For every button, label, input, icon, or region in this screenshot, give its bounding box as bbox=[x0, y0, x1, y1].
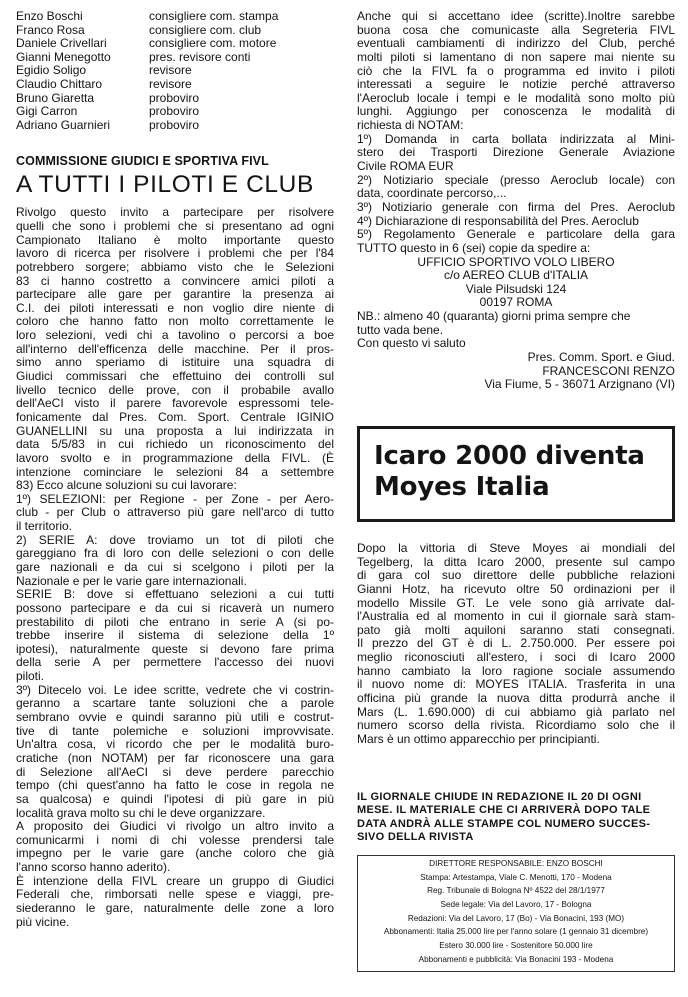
staff-row bbox=[16, 64, 334, 78]
body-line: potrebbero sorgere; abbiamo visto che le Selezioni bbox=[16, 259, 334, 274]
body-line: eventuali cambiamenti di indirizzo del Club, perché bbox=[357, 36, 675, 51]
address-line: Viale Pilsudski 124 bbox=[465, 281, 567, 296]
body-line: lavoro svolto e in programmazione della FIVL. (È bbox=[16, 450, 334, 465]
moyes-article-body bbox=[357, 542, 675, 747]
body-line: partecipare alle gare per garantire la presenza ai bbox=[16, 287, 334, 302]
body-line: l'anno scorso hanno aderito). bbox=[16, 860, 171, 875]
body-line: 3º) Notiziario generale con firma del Pres. Aeroclub bbox=[357, 199, 675, 214]
staff-name: Bruno Giaretta bbox=[16, 90, 95, 105]
body-line: possono partecipare e da cui si ricaverà un numero bbox=[16, 600, 334, 615]
signature-block bbox=[357, 351, 675, 392]
notice-line: DATA ANDRÀ ALLE STAMPE COL NUMERO SUCCES- bbox=[357, 817, 651, 830]
body-line: data 5/5/83 in cui richiedo un riconoscimento del bbox=[16, 437, 334, 452]
notice-line: IL GIORNALE CHIUDE IN REDAZIONE IL 20 DI OGNI bbox=[357, 790, 642, 803]
body-line: 2) SERIE A: dove troviamo un tot di piloti che bbox=[16, 532, 334, 547]
body-line: ciò che la FIVL fa o programma ed invito i piloti bbox=[357, 63, 675, 78]
staff-name: Claudio Chittaro bbox=[16, 76, 103, 91]
body-line: loro selezioni, vedi chi a tavolino o percorsi a boe bbox=[16, 328, 334, 343]
body-line: prestabilito di piloti che entrano in serie A (si po- bbox=[16, 614, 334, 629]
body-line: Gianni Hotz, ha ricevuto oltre 50 ordinazioni per il bbox=[357, 581, 675, 596]
body-line: pato già molti aquiloni saranno stati consegnati. bbox=[357, 622, 675, 637]
body-line: data, coordinate percorso,... bbox=[357, 186, 507, 201]
staff-role: consigliere com. stampa bbox=[149, 9, 279, 23]
body-line: numero scorso della rivista. Ricordiamo solo che il bbox=[357, 718, 675, 733]
body-line: simo anno speriamo di istituire una squadra di bbox=[16, 355, 334, 370]
staff-name: Gianni Menegotto bbox=[16, 49, 111, 64]
staff-name: Enzo Boschi bbox=[16, 9, 83, 23]
body-line: molti piloti si lamentano di non sapere mai niente su bbox=[357, 49, 675, 64]
article-continuation bbox=[357, 10, 675, 256]
masthead-line: Abbonamenti e pubblicità: Via Bonacini 193 - Modena bbox=[418, 954, 614, 964]
masthead-line: Stampa: Artestampa, Viale C. Menotti, 170 - Modena bbox=[420, 872, 612, 882]
body-line: tive di tante polemiche e soluzioni improvvisate. bbox=[16, 723, 334, 738]
signature-line: FRANCESCONI RENZO bbox=[542, 363, 675, 378]
body-line: l'Aeroclub locale i tempi e le modalità sono molto più bbox=[357, 90, 675, 105]
body-line: modello Missile GT. Le vele sono già arrivate dal- bbox=[357, 595, 675, 610]
staff-role: revisore bbox=[149, 63, 192, 78]
body-line: l'Australia ed al momento in cui il giornale sarà stam- bbox=[357, 609, 675, 624]
body-line: lunghi. Aggiungo per conoscenza le modalità di bbox=[357, 104, 675, 119]
staff-name: Egidio Soligo bbox=[16, 63, 87, 78]
masthead-line: Reg. Tribunale di Bologna Nº 4522 del 28/1/1977 bbox=[427, 886, 605, 896]
body-line: Federali che, rimborsati nelle spese e viaggi, pre- bbox=[16, 887, 334, 902]
article-headline: A TUTTI I PILOTI E CLUB bbox=[16, 171, 314, 199]
body-line: club - per Club o attraverso più gare nell'arco di tutto bbox=[16, 505, 334, 520]
masthead-box bbox=[357, 855, 675, 972]
body-line: A proposito dei Giudici vi rivolgo un altro invito a bbox=[16, 819, 334, 834]
body-line: Anche qui si accettano idee (scritte).Inoltre sarebbe bbox=[357, 9, 675, 23]
masthead-line: Abbonamenti: Italia 25.000 lire per l'anno solare (1 gennaio 31 dicembre) bbox=[383, 927, 649, 937]
article-body bbox=[16, 206, 334, 929]
address-line: UFFICIO SPORTIVO VOLO LIBERO bbox=[417, 254, 615, 269]
body-line: livello tecnico delle prove, con il probabile avallo bbox=[16, 382, 334, 397]
masthead-line: Sede legale: Via del Lavoro, 17 - Bologna bbox=[440, 900, 592, 910]
body-line: Un'altra cosa, vi ricordo che per le modalità buro- bbox=[16, 737, 334, 752]
body-line: di gara col suo direttore delle pubbliche relazioni bbox=[357, 568, 675, 583]
body-line: interessati a seguire le notizie perché attraverso bbox=[357, 77, 675, 92]
body-line: Tegelberg, la ditta Icaro 2000, presente sul campo bbox=[357, 554, 675, 569]
body-line: 83) Ecco alcune soluzioni su cui lavorare: bbox=[16, 478, 237, 493]
signature-line: Pres. Comm. Sport. e Giud. bbox=[527, 350, 675, 365]
staff-name: Gigi Carron bbox=[16, 104, 78, 119]
body-line: dell'AeCI visto il parere favorevole espressomi tele- bbox=[16, 396, 334, 411]
body-line: SERIE B: dove si effettuano selezioni a cui tutti bbox=[16, 587, 334, 602]
body-line: 2º) Notiziario speciale (presso Aeroclub locale) con bbox=[357, 172, 675, 187]
notice-line: MESE. IL MATERIALE CHE CI ARRIVERÀ DOPO TALE bbox=[357, 804, 651, 817]
body-line: 83 ci hanno costretto a convincere amici piloti a bbox=[16, 273, 334, 288]
staff-role: consigliere com. motore bbox=[149, 36, 277, 51]
body-line: cratiche (non NOTAM) per far riconoscere una gara bbox=[16, 750, 334, 765]
body-line: tempo (chi quest'anno ha fatto le cose in regola ne bbox=[16, 778, 334, 793]
body-line: il territorio. bbox=[16, 519, 73, 534]
staff-role: proboviro bbox=[149, 90, 200, 105]
body-line: meglio riconosciuti all'estero, i soci di Icaro 2000 bbox=[357, 650, 675, 665]
masthead-line: Estero 30.000 lire - Sostenitore 50.000 lire bbox=[439, 940, 593, 950]
address-line: 00197 ROMA bbox=[479, 295, 553, 310]
closing-note bbox=[357, 310, 675, 351]
body-line: sa qualcosa) e quindi l'ipotesi di più gare in più bbox=[16, 791, 334, 806]
staff-name: Daniele Crivellari bbox=[16, 36, 107, 51]
staff-role: proboviro bbox=[149, 104, 200, 119]
body-line: 4º) Dichiarazione di responsabilità del Pres. Aeroclub bbox=[357, 213, 639, 228]
body-line: Rivolgo questo invito a partecipare per risolvere bbox=[16, 205, 334, 220]
body-line: coloro che hanno fatto non molto correttamente le bbox=[16, 314, 334, 329]
body-line: richiesta di NOTAM: bbox=[357, 118, 464, 133]
staff-row bbox=[16, 105, 334, 119]
staff-list bbox=[16, 10, 334, 132]
body-line: gare nazionali e da cui si scelgono i piloti per la bbox=[16, 560, 334, 574]
body-line: lavoro di ricerca per risolvere i problemi che per l'84 bbox=[16, 246, 334, 261]
staff-role: revisore bbox=[149, 76, 192, 91]
body-line: piloti. bbox=[16, 669, 45, 684]
editorial-deadline-notice bbox=[357, 791, 675, 846]
body-line: 5º) Regolamento Generale e particolare della gara bbox=[357, 227, 675, 242]
box-title-line-1: Icaro 2000 diventa bbox=[374, 440, 645, 471]
staff-row bbox=[16, 24, 334, 38]
body-line: 1º) SELEZIONI: per Regione - per Zone - per Aero- bbox=[16, 491, 334, 506]
staff-role: pres. revisore conti bbox=[149, 49, 251, 64]
body-line: località grava molto su chi le deve organizzare. bbox=[16, 805, 266, 820]
body-line: impegno per le varie gare (anche coloro che già bbox=[16, 846, 334, 861]
masthead-line: Redazioni: Via del Lavoro, 17 (Bo) - Via Bonacini, 193 (MO) bbox=[407, 913, 625, 923]
signature-line: Via Fiume, 5 - 36071 Arzignano (VI) bbox=[484, 377, 675, 392]
body-line: all'interno dell'efficenza delle macchine. Per il pros- bbox=[16, 341, 334, 356]
note-line: Con questo vi saluto bbox=[357, 336, 466, 351]
mailing-address bbox=[357, 256, 675, 311]
address-line: c/o AEREO CLUB d'ITALIA bbox=[443, 268, 589, 283]
body-line: trebbe inserire il sistema di selezione della 1º bbox=[16, 628, 334, 643]
body-line: officina più grande la nuova ditta produrrà anche il bbox=[357, 690, 675, 705]
body-line: TUTTO questo in 6 (sei) copie da spedire a: bbox=[357, 240, 591, 255]
staff-role: proboviro bbox=[149, 117, 200, 132]
notice-line: SIVO DELLA RIVISTA bbox=[357, 831, 474, 844]
body-line: geranno a scartare tante soluzioni che a parole bbox=[16, 696, 334, 711]
masthead-line: DIRETTORE RESPONSABILE: ENZO BOSCHI bbox=[429, 859, 603, 869]
note-line: tutto vada bene. bbox=[357, 322, 444, 337]
body-line: di Selezione all'AeCI si deve perdere parecchio bbox=[16, 764, 334, 779]
left-column bbox=[16, 10, 334, 929]
body-line: Il prezzo del GT è di L. 2.750.000. Per essere poi bbox=[357, 636, 675, 651]
body-line: stero dei Trasporti Direzione Generale Aviazione bbox=[357, 145, 675, 160]
body-line: intenzione cominciare le selezioni 84 a settembre bbox=[16, 464, 334, 479]
note-line: NB.: almeno 40 (quaranta) giorni prima sempre che bbox=[357, 309, 631, 324]
body-line: GUANELLINI su una proposta a lui indirizzata in bbox=[16, 423, 334, 438]
body-line: 1º) Domanda in carta bollata indirizzata al Mini- bbox=[357, 131, 675, 146]
body-line: buona cosa che comunicaste alla Segreteria FIVL bbox=[357, 22, 675, 37]
body-line: C.I. dei piloti interessati e non voglio dire niente di bbox=[16, 300, 334, 315]
body-line: sembrano ovvie e quindi saranno più utili e costrut- bbox=[16, 710, 334, 725]
staff-name: Franco Rosa bbox=[16, 22, 85, 37]
staff-row bbox=[16, 10, 334, 24]
body-line: hanno cambiato la loro ragione sociale assumendo bbox=[357, 663, 675, 678]
staff-row bbox=[16, 51, 334, 65]
body-line: Dopo la vittoria di Steve Moyes ai mondiali del bbox=[357, 540, 675, 555]
body-line: 3º) Ditecelo voi. Le idee scritte, vedrete che vi costrin- bbox=[16, 682, 334, 697]
body-line: gareggiano fra di loro con delle selezioni o con delle bbox=[16, 546, 334, 561]
staff-row bbox=[16, 119, 334, 133]
staff-role: consigliere com. club bbox=[149, 22, 262, 37]
moyes-headline-box bbox=[357, 426, 675, 522]
body-line: quelli che sono i problemi che si presentano ad ogni bbox=[16, 218, 334, 233]
commission-heading: COMMISSIONE GIUDICI E SPORTIVA FIVL bbox=[16, 154, 269, 169]
staff-row bbox=[16, 78, 334, 92]
body-line: più vicine. bbox=[16, 914, 70, 929]
body-line: Mars (L. 1.690.000) di cui abbiamo già parlato nel bbox=[357, 704, 675, 719]
staff-name: Adriano Guarnieri bbox=[16, 117, 111, 132]
body-line: Nazionale e per le varie gare internazionali. bbox=[16, 573, 247, 588]
box-title-line-2: Moyes Italia bbox=[374, 471, 550, 502]
body-line: È intenzione della FIVL creare un gruppo di Giudici bbox=[16, 873, 334, 888]
body-line: Civile ROMA EUR bbox=[357, 159, 454, 174]
body-line: comunicarmi i nomi di chi volesse prendersi tale bbox=[16, 832, 334, 847]
staff-row bbox=[16, 92, 334, 106]
body-line: fonicamente dal Pres. Com. Sport. Centrale IGINIO bbox=[16, 409, 334, 424]
body-line: siederanno le gare, naturalmente delle zone a loro bbox=[16, 901, 334, 916]
body-line: Mars è un ottimo apparecchio per principianti. bbox=[357, 731, 600, 746]
right-column bbox=[357, 10, 675, 972]
body-line: della serie A per permettere l'accesso dei nuovi bbox=[16, 655, 334, 670]
staff-row bbox=[16, 37, 334, 51]
body-line: ipotesi), naturalmente queste si devono fare prima bbox=[16, 641, 334, 656]
body-line: il nuovo nome di: MOYES ITALIA. Trasferita in una bbox=[357, 677, 675, 692]
body-line: Giudici commissari che effettuino dei controlli sul bbox=[16, 369, 334, 384]
body-line: Campionato Italiano è molto importante questo bbox=[16, 232, 334, 247]
